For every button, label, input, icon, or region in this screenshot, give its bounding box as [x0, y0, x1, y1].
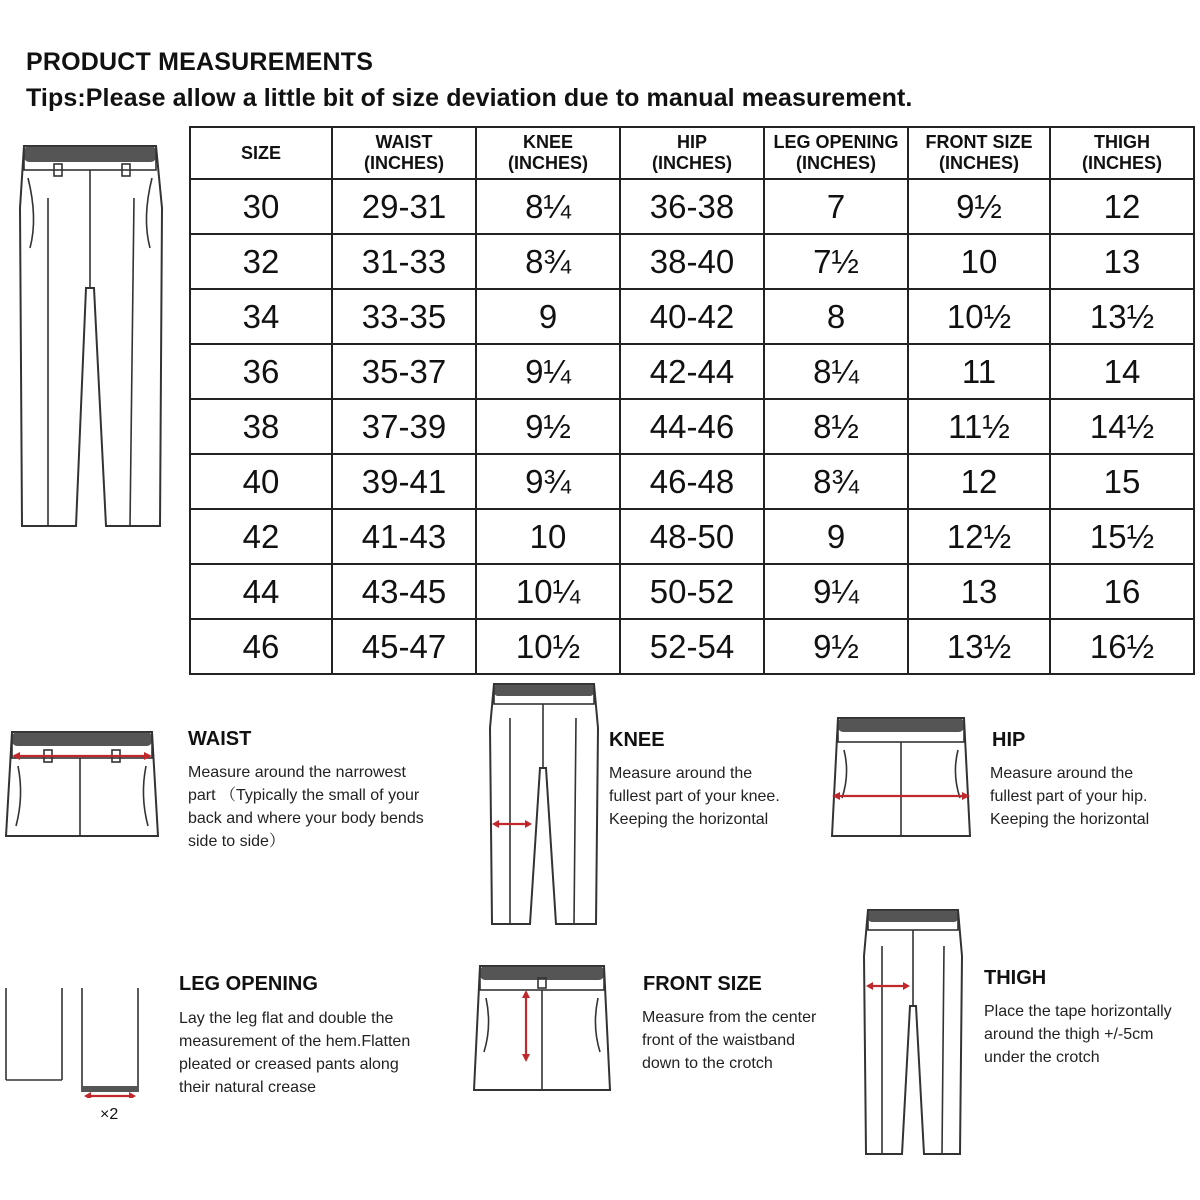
table-row: [190, 564, 1194, 619]
table-row: [190, 344, 1194, 399]
cell-leg-opening: 8¼: [764, 344, 908, 399]
cell-hip: 42-44: [620, 344, 764, 399]
table-row: [190, 289, 1194, 344]
cell-leg-opening: 8: [764, 289, 908, 344]
table-row: [190, 509, 1194, 564]
hip-title: HIP: [992, 729, 1026, 751]
cell-leg-opening: 9½: [764, 619, 908, 674]
leg-opening-multiplier: ×2: [100, 1106, 119, 1123]
cell-leg-opening: 8¾: [764, 454, 908, 509]
cell-thigh: 14½: [1050, 399, 1194, 454]
cell-front-size: 11: [908, 344, 1050, 399]
pants-front-illustration: [14, 138, 166, 536]
front-size-description: Measure from the center front of the waistband down to the crotch: [642, 1009, 817, 1072]
page-title: PRODUCT MEASUREMENTS: [26, 48, 374, 76]
cell-hip: 44-46: [620, 399, 764, 454]
front-size-illustration: [470, 962, 614, 1092]
cell-size: 34: [190, 289, 332, 344]
cell-hip: 48-50: [620, 509, 764, 564]
cell-front-size: 11½: [908, 399, 1050, 454]
cell-waist: 41-43: [332, 509, 476, 564]
cell-front-size: 9½: [908, 179, 1050, 234]
cell-knee: 8¾: [476, 234, 620, 289]
cell-leg-opening: 9¼: [764, 564, 908, 619]
cell-waist: 35-37: [332, 344, 476, 399]
cell-thigh: 13: [1050, 234, 1194, 289]
cell-thigh: 16: [1050, 564, 1194, 619]
cell-hip: 46-48: [620, 454, 764, 509]
cell-thigh: 15½: [1050, 509, 1194, 564]
cell-waist: 31-33: [332, 234, 476, 289]
cell-size: 46: [190, 619, 332, 674]
cell-leg-opening: 7½: [764, 234, 908, 289]
header-knee: KNEE (INCHES): [476, 127, 620, 179]
table-row: [190, 179, 1194, 234]
header-hip: HIP (INCHES): [620, 127, 764, 179]
cell-size: 44: [190, 564, 332, 619]
cell-size: 40: [190, 454, 332, 509]
cell-hip: 38-40: [620, 234, 764, 289]
waist-title: WAIST: [188, 728, 252, 750]
cell-thigh: 13½: [1050, 289, 1194, 344]
tips-text: Tips:Please allow a little bit of size deviation due to manual measurement.: [26, 84, 913, 112]
thigh-illustration: [860, 906, 966, 1158]
leg-opening-description: Lay the leg flat and double the measurement of the hem.Flatten pleated or creased pants along their natural crease: [179, 1010, 411, 1096]
cell-waist: 43-45: [332, 564, 476, 619]
cell-size: 30: [190, 179, 332, 234]
cell-thigh: 15: [1050, 454, 1194, 509]
table-row: [190, 399, 1194, 454]
knee-illustration: [486, 678, 602, 928]
cell-thigh: 16½: [1050, 619, 1194, 674]
hip-description: Measure around the fullest part of your hip. Keeping the horizontal: [990, 765, 1150, 828]
cell-front-size: 13: [908, 564, 1050, 619]
cell-knee: 9: [476, 289, 620, 344]
cell-knee: 9¾: [476, 454, 620, 509]
cell-size: 32: [190, 234, 332, 289]
cell-waist: 33-35: [332, 289, 476, 344]
cell-knee: 10¼: [476, 564, 620, 619]
header-size: SIZE: [190, 127, 332, 179]
cell-waist: 37-39: [332, 399, 476, 454]
cell-leg-opening: 8½: [764, 399, 908, 454]
cell-leg-opening: 9: [764, 509, 908, 564]
cell-knee: 9½: [476, 399, 620, 454]
table-row: [190, 234, 1194, 289]
thigh-description: Place the tape horizontally around the thigh +/-5cm under the crotch: [984, 1003, 1172, 1066]
cell-front-size: 12½: [908, 509, 1050, 564]
cell-waist: 45-47: [332, 619, 476, 674]
header-thigh: THIGH (INCHES): [1050, 127, 1194, 179]
cell-front-size: 12: [908, 454, 1050, 509]
cell-thigh: 14: [1050, 344, 1194, 399]
cell-size: 42: [190, 509, 332, 564]
cell-leg-opening: 7: [764, 179, 908, 234]
cell-waist: 39-41: [332, 454, 476, 509]
waist-illustration: [0, 726, 162, 838]
cell-knee: 9¼: [476, 344, 620, 399]
cell-size: 38: [190, 399, 332, 454]
cell-front-size: 10: [908, 234, 1050, 289]
leg-opening-title: LEG OPENING: [179, 973, 318, 995]
header-leg-opening: LEG OPENING (INCHES): [764, 127, 908, 179]
leg-opening-illustration: [0, 986, 150, 1098]
size-chart-table: [189, 126, 1195, 675]
cell-front-size: 10½: [908, 289, 1050, 344]
table-row: [190, 619, 1194, 674]
cell-knee: 10½: [476, 619, 620, 674]
table-row: [190, 454, 1194, 509]
hip-illustration: [828, 712, 974, 838]
cell-knee: 10: [476, 509, 620, 564]
knee-description: Measure around the fullest part of your knee. Keeping the horizontal: [609, 765, 780, 828]
cell-size: 36: [190, 344, 332, 399]
table-header-row: [190, 127, 1194, 179]
cell-hip: 36-38: [620, 179, 764, 234]
front-size-title: FRONT SIZE: [643, 973, 762, 995]
waist-description: Measure around the narrowest part （Typically the small of your back and where your body bends side to side）: [188, 764, 424, 850]
cell-hip: 40-42: [620, 289, 764, 344]
cell-hip: 50-52: [620, 564, 764, 619]
cell-thigh: 12: [1050, 179, 1194, 234]
header-waist: WAIST (INCHES): [332, 127, 476, 179]
cell-waist: 29-31: [332, 179, 476, 234]
header-front-size: FRONT SIZE (INCHES): [908, 127, 1050, 179]
cell-knee: 8¼: [476, 179, 620, 234]
cell-front-size: 13½: [908, 619, 1050, 674]
thigh-title: THIGH: [984, 967, 1047, 989]
knee-title: KNEE: [609, 729, 665, 751]
cell-hip: 52-54: [620, 619, 764, 674]
